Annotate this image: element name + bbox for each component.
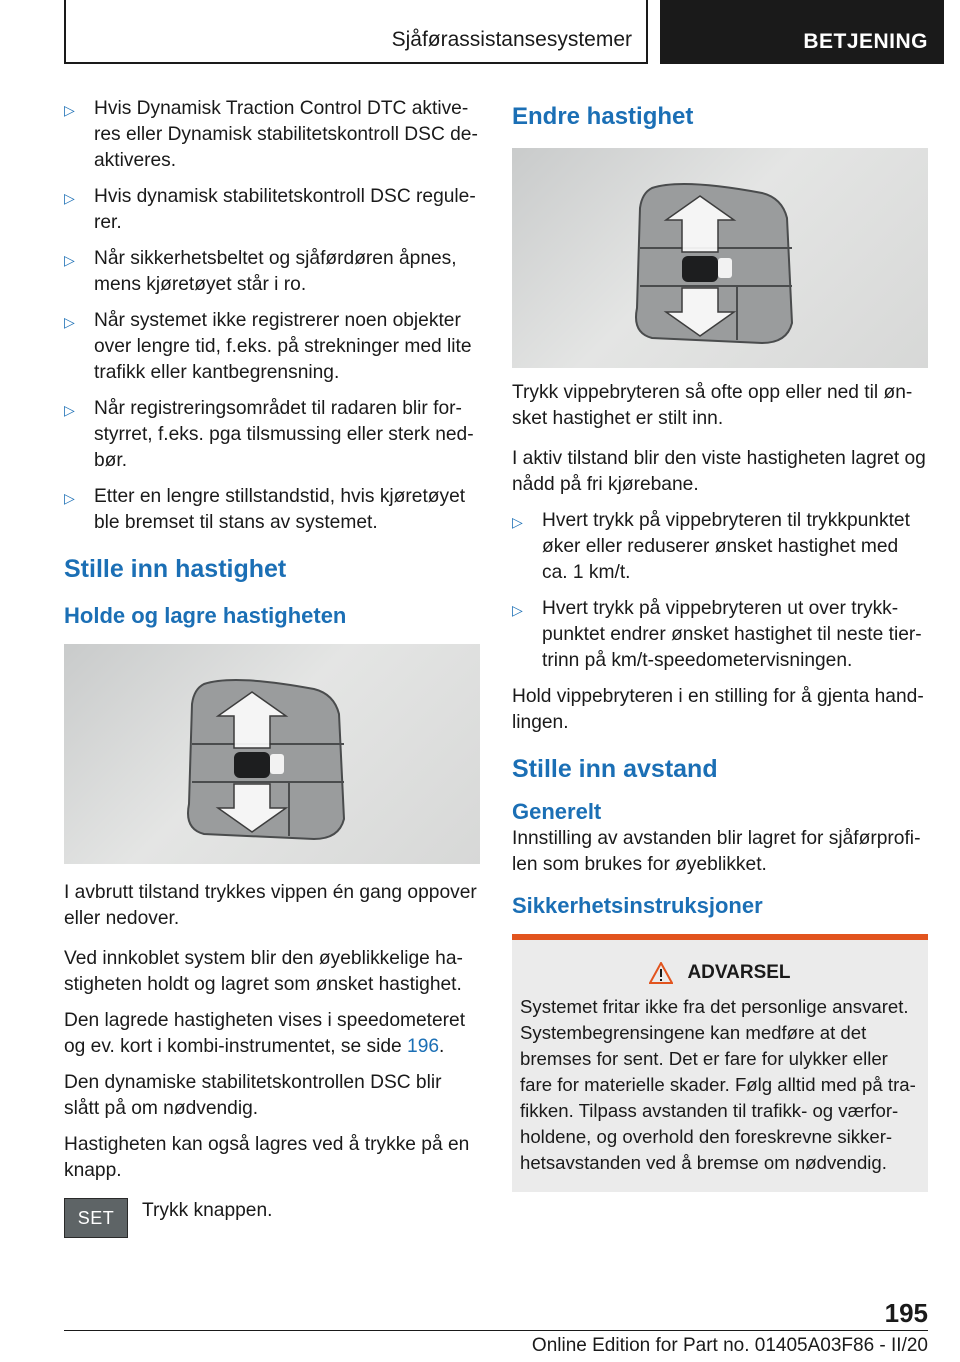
triangle-bullet-icon: ▷ bbox=[64, 252, 75, 268]
footer-divider bbox=[64, 1330, 928, 1331]
page-reference-link[interactable]: 196 bbox=[407, 1036, 440, 1057]
triangle-bullet-icon: ▷ bbox=[64, 102, 75, 118]
left-column bbox=[64, 96, 480, 1238]
triangle-bullet-icon: ▷ bbox=[64, 190, 75, 206]
set-instruction: Trykk knappen. bbox=[142, 1200, 273, 1221]
heading-safety: Sikkerhetsinstruksjoner bbox=[512, 893, 763, 918]
header-chapter-tab bbox=[660, 0, 944, 64]
paragraph: Hastigheten kan også lagres ved å trykke på en knapp. bbox=[64, 1134, 470, 1181]
steering-wheel-rocker-image-2 bbox=[512, 148, 928, 368]
triangle-bullet-icon: ▷ bbox=[64, 490, 75, 506]
list-item: ▷ Når systemet ikke registrerer noen objekter over lengre tid, f.eks. på strekninger med lite trafikk eller kantbegrensning. bbox=[64, 308, 480, 386]
list-item: ▷ Hvert trykk på vippebryteren ut over trykkpunktet endrer ønsket hastighet til neste tiertrinn på km/t-speedometervisningen. bbox=[512, 596, 928, 674]
paragraph: Den dynamiske stabilitetskontrollen DSC blir slått på om nødvendig. bbox=[64, 1072, 442, 1119]
section-title: Sjåførassistansesystemer bbox=[391, 28, 632, 51]
paragraph: Den lagrede hastigheten vises i speedometeret og ev. kort i kombi-instrumentet, se side 196. bbox=[64, 1010, 466, 1057]
paragraph: Innstilling av avstanden blir lagret for sjåførprofilen som brukes for øyeblikket. bbox=[512, 828, 921, 875]
warning-triangle-icon bbox=[649, 962, 673, 984]
steering-wheel-rocker-image bbox=[64, 644, 480, 864]
set-instruction-row bbox=[64, 1198, 480, 1238]
heading-change-speed: Endre hastighet bbox=[512, 103, 694, 130]
list-item: ▷ Når sikkerhetsbeltet og sjåførdøren åpnes, mens kjøretøyet står i ro. bbox=[64, 246, 480, 298]
triangle-bullet-icon: ▷ bbox=[512, 514, 523, 530]
paragraph: Trykk vippebryteren så ofte opp eller ned til ønsket hastighet er stilt inn. bbox=[512, 382, 913, 429]
list-item: ▷ Når registreringsområdet til radaren blir forstyrret, f.eks. pga tilsmussing eller sterk nedbør. bbox=[64, 396, 480, 474]
list-item: ▷ Etter en lengre stillstandstid, hvis kjøretøyet ble bremset til stans av systemet. bbox=[64, 484, 480, 536]
list-item: ▷ Hvis Dynamisk Traction Control DTC aktiveres eller Dynamisk stabilitetskontroll DSC deaktiveres. bbox=[64, 96, 480, 174]
chapter-title: BETJENING bbox=[803, 30, 928, 53]
list-item: ▷ Hvis dynamisk stabilitetskontroll DSC regulerer. bbox=[64, 184, 480, 236]
warning-box bbox=[512, 934, 928, 1192]
paragraph: Ved innkoblet system blir den øyeblikkelige hastigheten holdt og lagret som ønsket hastighet. bbox=[64, 948, 463, 995]
warning-title: ADVARSEL bbox=[687, 962, 791, 983]
triangle-bullet-icon: ▷ bbox=[64, 314, 75, 330]
list-item: ▷ Hvert trykk på vippebryteren til trykkpunktet øker eller reduserer ønsket hastighet med ca. 1 km/t. bbox=[512, 508, 928, 586]
heading-set-distance: Stille inn avstand bbox=[512, 755, 718, 783]
heading-general: Generelt bbox=[512, 799, 602, 824]
warning-header bbox=[520, 962, 920, 984]
triangle-bullet-icon: ▷ bbox=[512, 602, 523, 618]
triangle-bullet-icon: ▷ bbox=[64, 402, 75, 418]
header-section-tab bbox=[64, 0, 648, 64]
paragraph: Hold vippebryteren i en stilling for å gjenta handlingen. bbox=[512, 686, 924, 733]
page-number: 195 bbox=[884, 1298, 928, 1328]
heading-set-speed: Stille inn hastighet bbox=[64, 555, 287, 583]
paragraph: I avbrutt tilstand trykkes vippen én gang oppover eller nedover. bbox=[64, 882, 477, 929]
set-button-icon: SET bbox=[64, 1198, 128, 1238]
heading-hold-speed: Holde og lagre hastigheten bbox=[64, 603, 347, 628]
paragraph: I aktiv tilstand blir den viste hastigheten lagret og nådd på fri kjørebane. bbox=[512, 448, 926, 495]
warning-text: Systemet fritar ikke fra det personlige ansvaret. Systembegrensingene kan medføre at det bremses for sent. Det er fare for ulykker eller fare for materielle skader. Følg alltid med på trafikken. Tilpass avstanden til trafikk- og værforholdene, og overhold den foreskrevne sikkerhetsavstanden ved å bremse om nødvendig. bbox=[520, 996, 916, 1173]
edition-text: Online Edition for Part no. 01405A03F86 - II/20 bbox=[531, 1335, 928, 1356]
right-column bbox=[512, 96, 928, 1192]
